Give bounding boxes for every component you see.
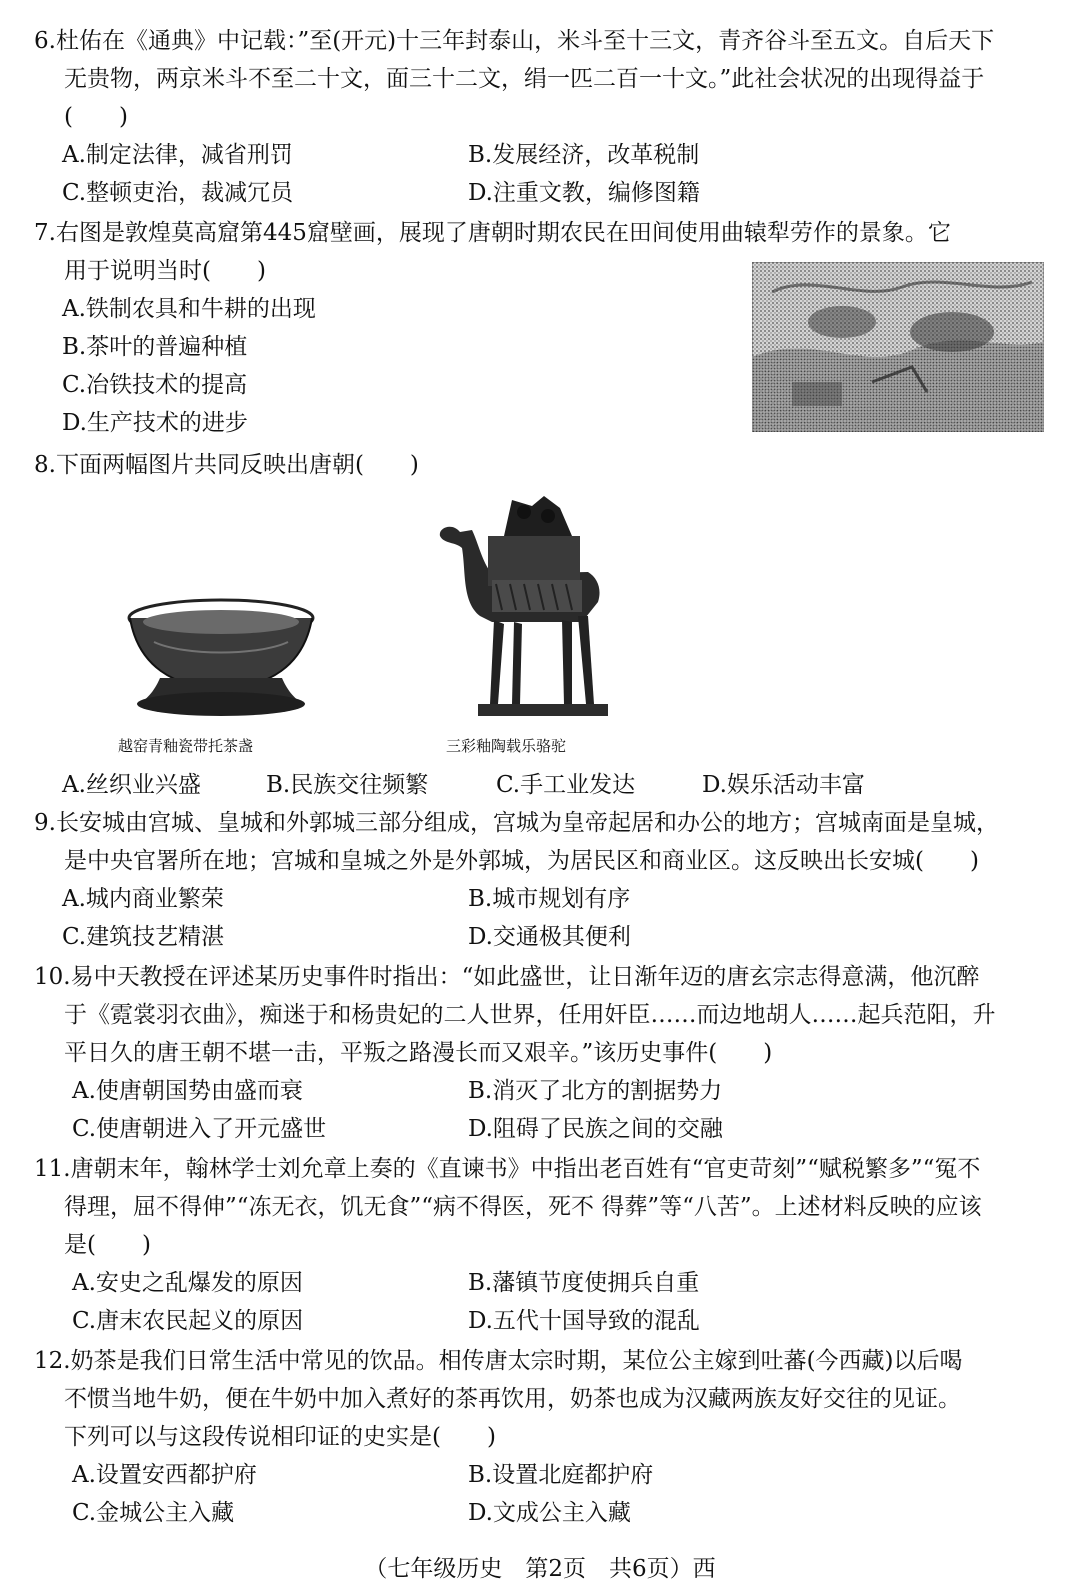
q8-option-c[interactable]: C.手工业发达	[496, 772, 636, 798]
q12-stem-line2: 不惯当地牛奶，便在牛奶中加入煮好的茶再饮用，奶茶也成为汉藏两族友好交往的见证。	[64, 1386, 961, 1412]
q6-option-c[interactable]: C.整顿吏治，裁减冗员	[62, 180, 294, 206]
q11-stem-line2: 得理，屈不得伸”“冻无衣，饥无食”“病不得医，死不 得葬”等“八苦”。上述材料反映的应该	[64, 1194, 982, 1220]
q11-stem-line3: 是( )	[64, 1232, 151, 1258]
q12-stem-line3: 下列可以与这段传说相印证的史实是( )	[64, 1424, 496, 1450]
q9-option-c[interactable]: C.建筑技艺精湛	[62, 924, 225, 950]
q8-option-a[interactable]: A.丝织业兴盛	[62, 772, 201, 798]
q12-option-a[interactable]: A.设置安西都护府	[72, 1462, 257, 1488]
q12-option-c[interactable]: C.金城公主入藏	[72, 1500, 235, 1526]
q12-option-b[interactable]: B.设置北庭都护府	[468, 1462, 654, 1488]
camel-caption: 三彩釉陶载乐骆驼	[446, 737, 567, 755]
q10-option-d[interactable]: D.阻碍了民族之间的交融	[468, 1116, 723, 1142]
q10-stem-line3: 平日久的唐王朝不堪一击，平叛之路漫长而又艰辛。”该历史事件( )	[64, 1040, 773, 1066]
q7-option-d[interactable]: D.生产技术的进步	[62, 410, 248, 436]
q7-stem-line1: 7.右图是敦煌莫高窟第445窟壁画，展现了唐朝时期农民在田间使用曲辕犁劳作的景象。它	[34, 220, 951, 246]
q6-stem-line3: ( )	[64, 104, 128, 130]
q6-stem-line1: 6.杜佑在《通典》中记载：”至(开元)十三年封泰山，米斗至十三文，青齐谷斗至五文。自后天下	[34, 28, 995, 54]
tea-bowl-caption: 越窑青釉瓷带托茶盏	[118, 737, 254, 755]
q7-option-a[interactable]: A.铁制农具和牛耕的出现	[62, 296, 316, 322]
q11-option-b[interactable]: B.藩镇节度使拥兵自重	[468, 1270, 700, 1296]
camel-image	[432, 492, 622, 728]
q9-stem-line1: 9.长安城由宫城、皇城和外郭城三部分组成，宫城为皇帝起居和办公的地方；宫城南面是皇城，	[34, 810, 999, 836]
q6-option-a[interactable]: A.制定法律，减省刑罚	[62, 142, 293, 168]
q9-option-d[interactable]: D.交通极其便利	[468, 924, 631, 950]
q12-stem-line1: 12.奶茶是我们日常生活中常见的饮品。相传唐太宗时期，某位公主嫁到吐蕃(今西藏)以后喝	[34, 1348, 963, 1374]
q9-option-a[interactable]: A.城内商业繁荣	[62, 886, 224, 912]
q11-option-d[interactable]: D.五代十国导致的混乱	[468, 1308, 700, 1334]
q7-option-b[interactable]: B.茶叶的普遍种植	[62, 334, 248, 360]
q8-option-d[interactable]: D.娱乐活动丰富	[702, 772, 865, 798]
q10-option-a[interactable]: A.使唐朝国势由盛而衰	[72, 1078, 303, 1104]
page-footer: （七年级历史 第2页 共6页）西	[364, 1556, 716, 1582]
q10-option-c[interactable]: C.使唐朝进入了开元盛世	[72, 1116, 327, 1142]
q6-option-b[interactable]: B.发展经济，改革税制	[468, 142, 700, 168]
q11-stem-line1: 11.唐朝末年，翰林学士刘允章上奏的《直谏书》中指出老百姓有“官吏苛刻”“赋税繁多”“冤不	[34, 1156, 981, 1182]
q6-stem-line2: 无贵物，两京米斗不至二十文，面三十二文，绢一匹二百一十文。”此社会状况的出现得益于	[64, 66, 985, 92]
q11-option-a[interactable]: A.安史之乱爆发的原因	[72, 1270, 303, 1296]
q9-stem-line2: 是中央官署所在地；宫城和皇城之外是外郭城，为居民区和商业区。这反映出长安城( )	[64, 848, 979, 874]
mural-image	[752, 262, 1044, 432]
q6-option-d[interactable]: D.注重文教，编修图籍	[468, 180, 700, 206]
q10-stem-line2: 于《霓裳羽衣曲》，痴迷于和杨贵妃的二人世界，任用奸臣……而边地胡人……起兵范阳，升	[64, 1002, 996, 1028]
q8-stem-line1: 8.下面两幅图片共同反映出唐朝( )	[34, 452, 419, 478]
q7-option-c[interactable]: C.冶铁技术的提高	[62, 372, 248, 398]
tea-bowl-image	[124, 596, 318, 720]
q10-option-b[interactable]: B.消灭了北方的割据势力	[468, 1078, 723, 1104]
q10-stem-line1: 10.易中天教授在评述某历史事件时指出：“如此盛世，让日渐年迈的唐玄宗志得意满，他沉醉	[34, 964, 980, 990]
q12-option-d[interactable]: D.文成公主入藏	[468, 1500, 631, 1526]
q8-option-b[interactable]: B.民族交往频繁	[266, 772, 429, 798]
q11-option-c[interactable]: C.唐末农民起义的原因	[72, 1308, 304, 1334]
q9-option-b[interactable]: B.城市规划有序	[468, 886, 631, 912]
q7-stem-line2: 用于说明当时( )	[64, 258, 266, 284]
